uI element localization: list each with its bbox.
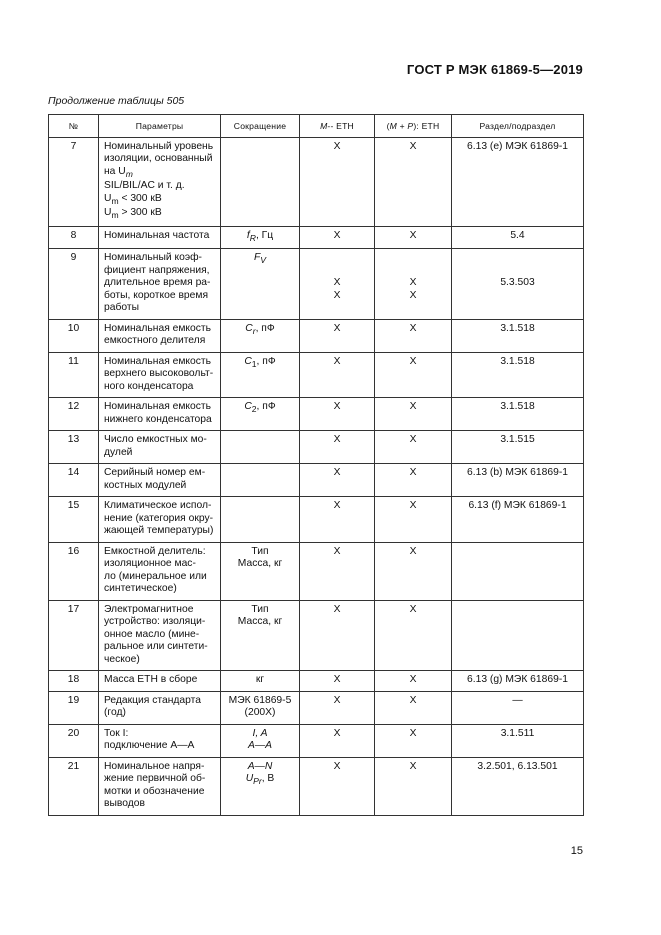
row-mp-eth: X [375, 724, 452, 757]
row-num: 15 [49, 497, 99, 543]
row-num: 14 [49, 464, 99, 497]
col-header-num: № [49, 115, 99, 138]
row-abbr: $C_1$, пФ [221, 352, 300, 398]
row-param: Емкостной делитель: изоляционное мас- ло (минеральное или синтетическое) [99, 542, 221, 600]
row-mp-eth: X [375, 600, 452, 671]
table-row [49, 226, 584, 249]
row-section: 3.1.518 [452, 398, 584, 431]
row-num: 8 [49, 226, 99, 249]
parameters-table [48, 114, 584, 816]
table-row [49, 249, 584, 320]
row-mp-eth: X [375, 226, 452, 249]
row-abbr [221, 464, 300, 497]
table-row [49, 671, 584, 692]
row-param: Редакция стандарта (год) [99, 691, 221, 724]
row-mp-eth: X [375, 542, 452, 600]
row-m-eth: X [300, 137, 375, 226]
row-m-eth: X [300, 352, 375, 398]
col-header-m-eth: M-- ETH [300, 115, 375, 138]
table-header-row [49, 115, 584, 138]
row-section: 3.2.501, 6.13.501 [452, 757, 584, 815]
row-mp-eth: X [375, 319, 452, 352]
row-abbr: $C_2$, пФ [221, 398, 300, 431]
row-num: 10 [49, 319, 99, 352]
row-abbr: $C_r$, пФ [221, 319, 300, 352]
row-section: — [452, 691, 584, 724]
table-row [49, 724, 584, 757]
row-num: 13 [49, 431, 99, 464]
row-section: 6.13 (e) МЭК 61869-1 [452, 137, 584, 226]
row-mp-eth: X [375, 497, 452, 543]
row-param: Номинальное напря- жение первичной об- мотки и обозначение выводов [99, 757, 221, 815]
table-row [49, 431, 584, 464]
table-caption: Продолжение таблицы 505 [48, 95, 185, 107]
row-section: 3.1.511 [452, 724, 584, 757]
table-row [49, 600, 584, 671]
row-m-eth: X [300, 497, 375, 543]
table-row [49, 319, 584, 352]
row-section: 3.1.518 [452, 352, 584, 398]
row-param: Электромагнитное устройство: изоляци- онное масло (мине- ральное или синтети- ческое) [99, 600, 221, 671]
row-section: 6.13 (b) МЭК 61869-1 [452, 464, 584, 497]
table-row [49, 497, 584, 543]
row-mp-eth: X [375, 398, 452, 431]
row-mp-eth: X [375, 691, 452, 724]
table-row [49, 398, 584, 431]
row-m-eth: X [300, 724, 375, 757]
row-m-eth: X [300, 226, 375, 249]
row-mp-eth: X [375, 671, 452, 692]
row-m-eth: X [300, 398, 375, 431]
row-m-eth: X [300, 319, 375, 352]
col-header-abbr: Сокращение [221, 115, 300, 138]
row-num: 21 [49, 757, 99, 815]
row-abbr: Тип Масса, кг [221, 542, 300, 600]
row-mp-eth: X [375, 431, 452, 464]
row-mp-eth: X [375, 137, 452, 226]
row-abbr: кг [221, 671, 300, 692]
row-abbr: МЭК 61869-5 (200X) [221, 691, 300, 724]
row-param: Номинальный уровень изоляции, основанный на $U_m$ SIL/BIL/AC и т. д. $U_m < 300$ кВ $U_m > 300$ кВ [99, 137, 221, 226]
row-m-eth: X [300, 542, 375, 600]
table-row [49, 691, 584, 724]
row-m-eth: X [300, 600, 375, 671]
row-abbr: $f_R$, Гц [221, 226, 300, 249]
row-section: 6.13 (g) МЭК 61869-1 [452, 671, 584, 692]
row-section [452, 600, 584, 671]
row-section: 5.4 [452, 226, 584, 249]
row-param: Серийный номер ем- костных модулей [99, 464, 221, 497]
document-code: ГОСТ Р МЭК 61869-5—2019 [406, 62, 583, 77]
row-abbr [221, 137, 300, 226]
row-section [452, 542, 584, 600]
col-header-mp-eth: (M + P): ETH [375, 115, 452, 138]
row-mp-eth: X [375, 757, 452, 815]
row-m-eth: X X [300, 249, 375, 320]
row-abbr: $F_V$ [221, 249, 300, 320]
row-mp-eth: X [375, 464, 452, 497]
row-num: 16 [49, 542, 99, 600]
row-section: 5.3.503 [452, 249, 584, 320]
row-abbr: A—N $U_{Pr}$, B [221, 757, 300, 815]
row-num: 7 [49, 137, 99, 226]
row-num: 19 [49, 691, 99, 724]
row-section: 3.1.515 [452, 431, 584, 464]
table-row [49, 464, 584, 497]
row-num: 11 [49, 352, 99, 398]
row-num: 9 [49, 249, 99, 320]
row-num: 12 [49, 398, 99, 431]
row-param: Номинальная частота [99, 226, 221, 249]
row-param: Номинальная емкость верхнего высоковольт- ного конденсатора [99, 352, 221, 398]
col-header-section: Раздел/подраздел [452, 115, 584, 138]
row-param: Номинальная емкость нижнего конденсатора [99, 398, 221, 431]
row-section: 6.13 (f) МЭК 61869-1 [452, 497, 584, 543]
page-number: 15 [570, 845, 583, 857]
row-num: 20 [49, 724, 99, 757]
row-abbr: I, A A—A [221, 724, 300, 757]
row-abbr [221, 497, 300, 543]
row-m-eth: X [300, 431, 375, 464]
row-param: Климатическое испол- нение (категория окру- жающей температуры) [99, 497, 221, 543]
row-m-eth: X [300, 691, 375, 724]
row-abbr [221, 431, 300, 464]
row-num: 17 [49, 600, 99, 671]
row-param: Ток I: подключение A—A [99, 724, 221, 757]
row-num: 18 [49, 671, 99, 692]
table-row [49, 137, 584, 226]
table-row [49, 352, 584, 398]
row-param: Номинальная емкость емкостного делителя [99, 319, 221, 352]
row-param: Масса ETH в сборе [99, 671, 221, 692]
row-mp-eth: X X [375, 249, 452, 320]
row-m-eth: X [300, 757, 375, 815]
row-m-eth: X [300, 671, 375, 692]
row-section: 3.1.518 [452, 319, 584, 352]
table-row [49, 757, 584, 815]
col-header-params: Параметры [99, 115, 221, 138]
row-param: Номинальный коэф- фициент напряжения, длительное время ра- боты, короткое время работы [99, 249, 221, 320]
table-row [49, 542, 584, 600]
row-m-eth: X [300, 464, 375, 497]
row-mp-eth: X [375, 352, 452, 398]
row-param: Число емкостных мо- дулей [99, 431, 221, 464]
row-abbr: Тип Масса, кг [221, 600, 300, 671]
